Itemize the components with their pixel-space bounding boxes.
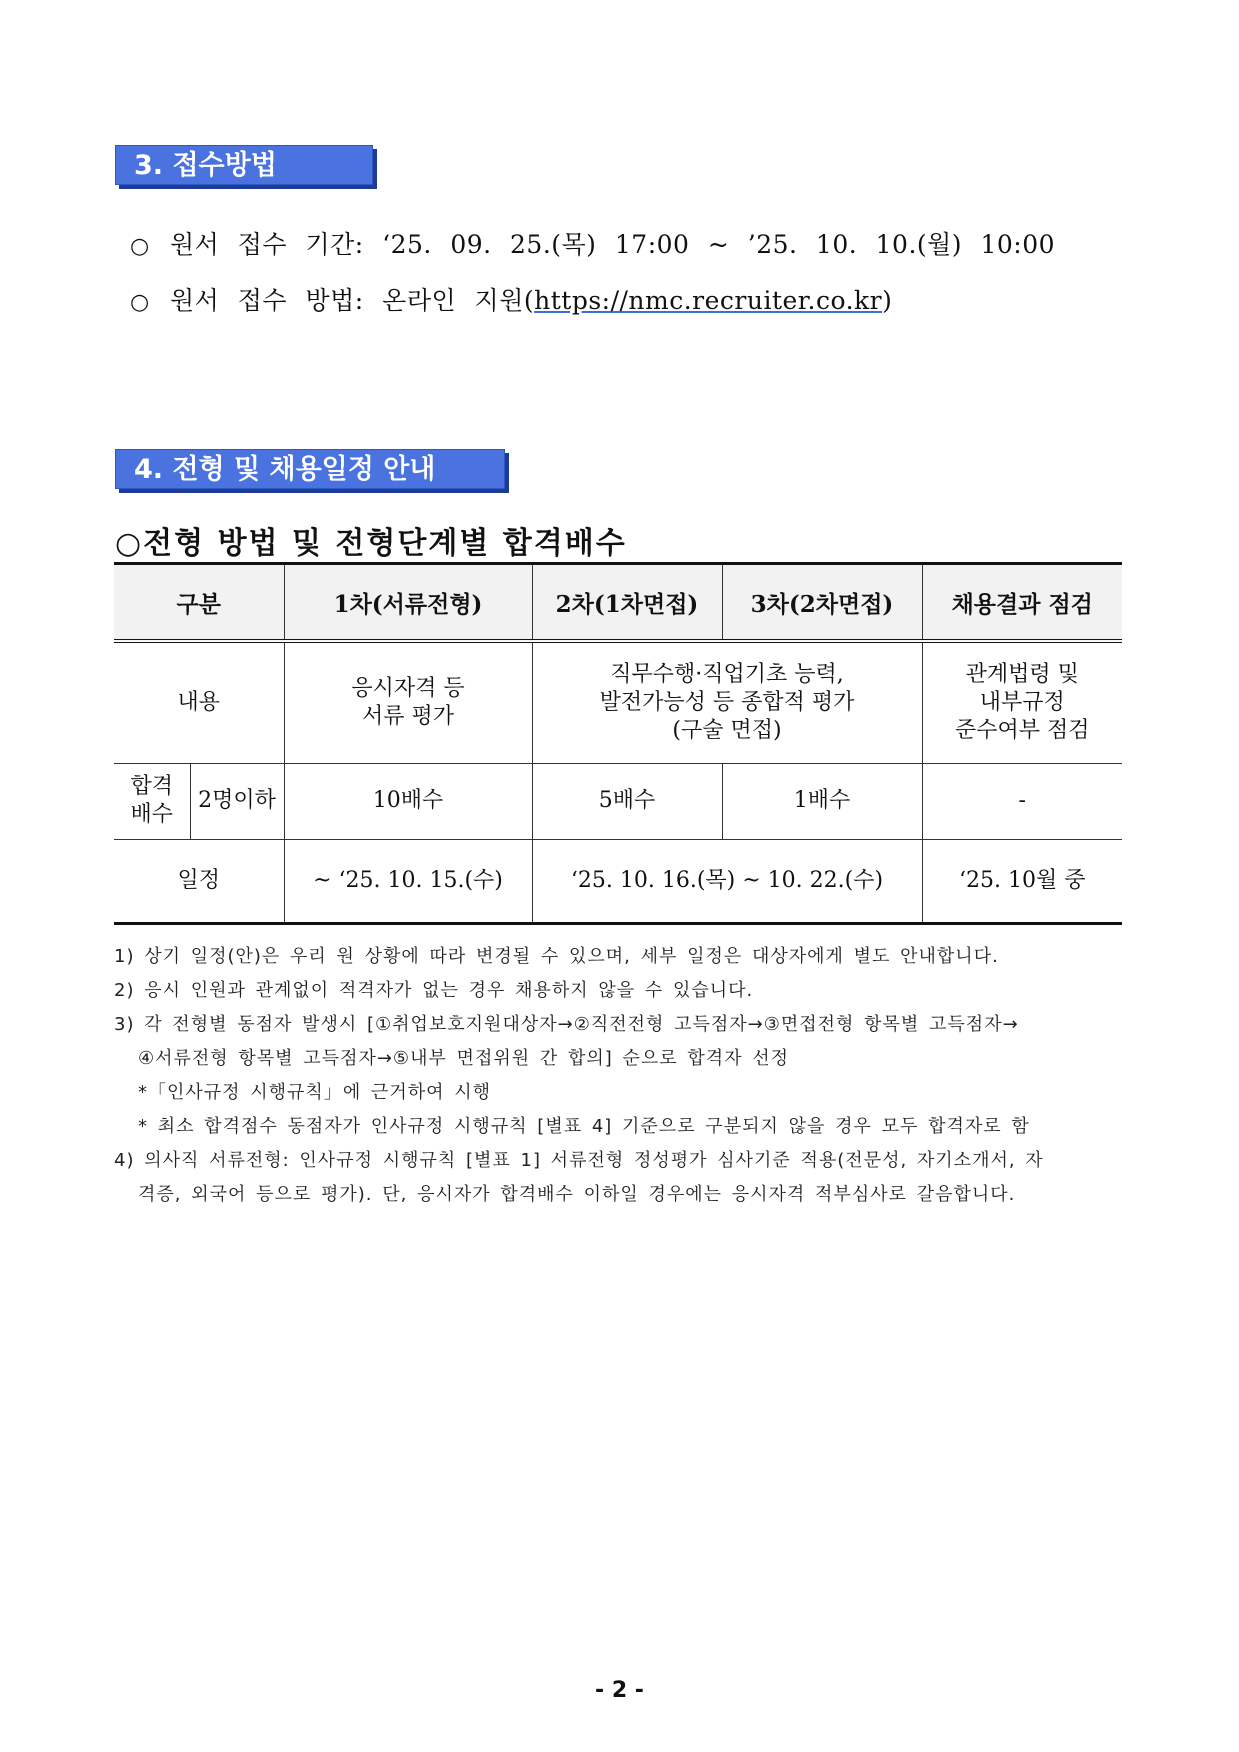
schedule-label: 일정 [114, 839, 284, 923]
content-check-line: 관계법령 및 [965, 661, 1079, 687]
pass-stage1: 10배수 [284, 763, 532, 839]
content-stage23 [532, 641, 922, 763]
content-check-line: 내부규정 [979, 689, 1065, 715]
schedule-table [114, 562, 1122, 925]
content-stage1-line: 서류 평가 [361, 703, 454, 729]
note-line: 3) 각 전형별 동점자 발생시 [①취업보호지원대상자→②직전전형 고득점자→③면접전형 항목별 고득점자→ [114, 1014, 1019, 1035]
recruit-site-link[interactable]: https://nmc.recruiter.co.kr [534, 286, 883, 315]
schedule-check: ‘25. 10월 중 [922, 839, 1122, 923]
content-check-line: 준수여부 점검 [954, 717, 1090, 743]
circle-bullet-icon: ○ [130, 290, 150, 315]
note-line: 2) 응시 인원과 관계없이 적격자가 없는 경우 채용하지 않을 수 있습니다. [114, 980, 754, 1001]
table-row-content [114, 641, 1122, 763]
table-row-schedule [114, 839, 1122, 923]
header-category: 구분 [114, 564, 284, 642]
note-line: ④서류전형 항목별 고득점자→⑤내부 면접위원 간 합의] 순으로 합격자 선정 [138, 1048, 790, 1069]
pass-label [114, 763, 190, 839]
section4-title: 4. 전형 및 채용일정 안내 [115, 449, 505, 489]
section3-title: 3. 접수방법 [115, 145, 373, 185]
bullet-application-method [130, 284, 892, 320]
pass-sub: 2명이하 [190, 763, 284, 839]
header-result-check: 채용결과 점검 [922, 564, 1122, 642]
note-line: 4) 의사직 서류전형: 인사규정 시행규칙 [별표 1] 서류전형 정성평가 심사기준 적용(전문성, 자기소개서, 자 [114, 1150, 1044, 1171]
content-stage23-line: 발전가능성 등 종합적 평가 [599, 689, 855, 715]
note-line: * 최소 합격점수 동점자가 인사규정 시행규칙 [별표 4] 기준으로 구분되지 않을 경우 모두 합격자로 함 [138, 1116, 1030, 1137]
application-method-text: 원서 접수 방법: 온라인 지원( [170, 286, 535, 315]
content-check [922, 641, 1122, 763]
page-number: - 2 - [595, 1678, 644, 1703]
note-line: 격증, 외국어 등으로 평가). 단, 응시자가 합격배수 이하일 경우에는 응시자격 적부심사로 갈음합니다. [138, 1184, 1016, 1205]
note-line: *「인사규정 시행규칙」에 근거하여 시행 [138, 1082, 491, 1103]
application-period-text: 원서 접수 기간: ‘25. 09. 25.(목) 17:00 ~ ’25. 10. 10.(월) 10:00 [170, 230, 1056, 259]
notes-block [114, 940, 1124, 1212]
header-stage1: 1차(서류전형) [284, 564, 532, 642]
pass-label-line: 배수 [130, 802, 173, 827]
circle-bullet-icon: ○ [130, 234, 150, 259]
content-stage1-line: 응시자격 등 [351, 675, 465, 701]
table-row-pass [114, 763, 1122, 839]
table-header-row [114, 564, 1122, 642]
content-label: 내용 [114, 641, 284, 763]
schedule-stage1: ~ ‘25. 10. 15.(수) [284, 839, 532, 923]
pass-stage2: 5배수 [532, 763, 722, 839]
header-stage3: 3차(2차면접) [722, 564, 922, 642]
content-stage23-line: (구술 면접) [672, 717, 782, 743]
note-line: 1) 상기 일정(안)은 우리 원 상황에 따라 변경될 수 있으며, 세부 일정은 대상자에게 별도 안내합니다. [114, 946, 999, 967]
pass-label-line: 합격 [130, 774, 173, 799]
content-stage23-line: 직무수행·직업기초 능력, [610, 661, 844, 687]
content-stage1 [284, 641, 532, 763]
schedule-stage23: ‘25. 10. 16.(목) ~ 10. 22.(수) [532, 839, 922, 923]
pass-stage3: 1배수 [722, 763, 922, 839]
header-stage2: 2차(1차면접) [532, 564, 722, 642]
application-method-suffix: ) [882, 286, 893, 315]
bullet-application-period [130, 228, 1055, 264]
section4-subtitle: ○전형 방법 및 전형단계별 합격배수 [115, 526, 627, 561]
pass-check: - [922, 763, 1122, 839]
